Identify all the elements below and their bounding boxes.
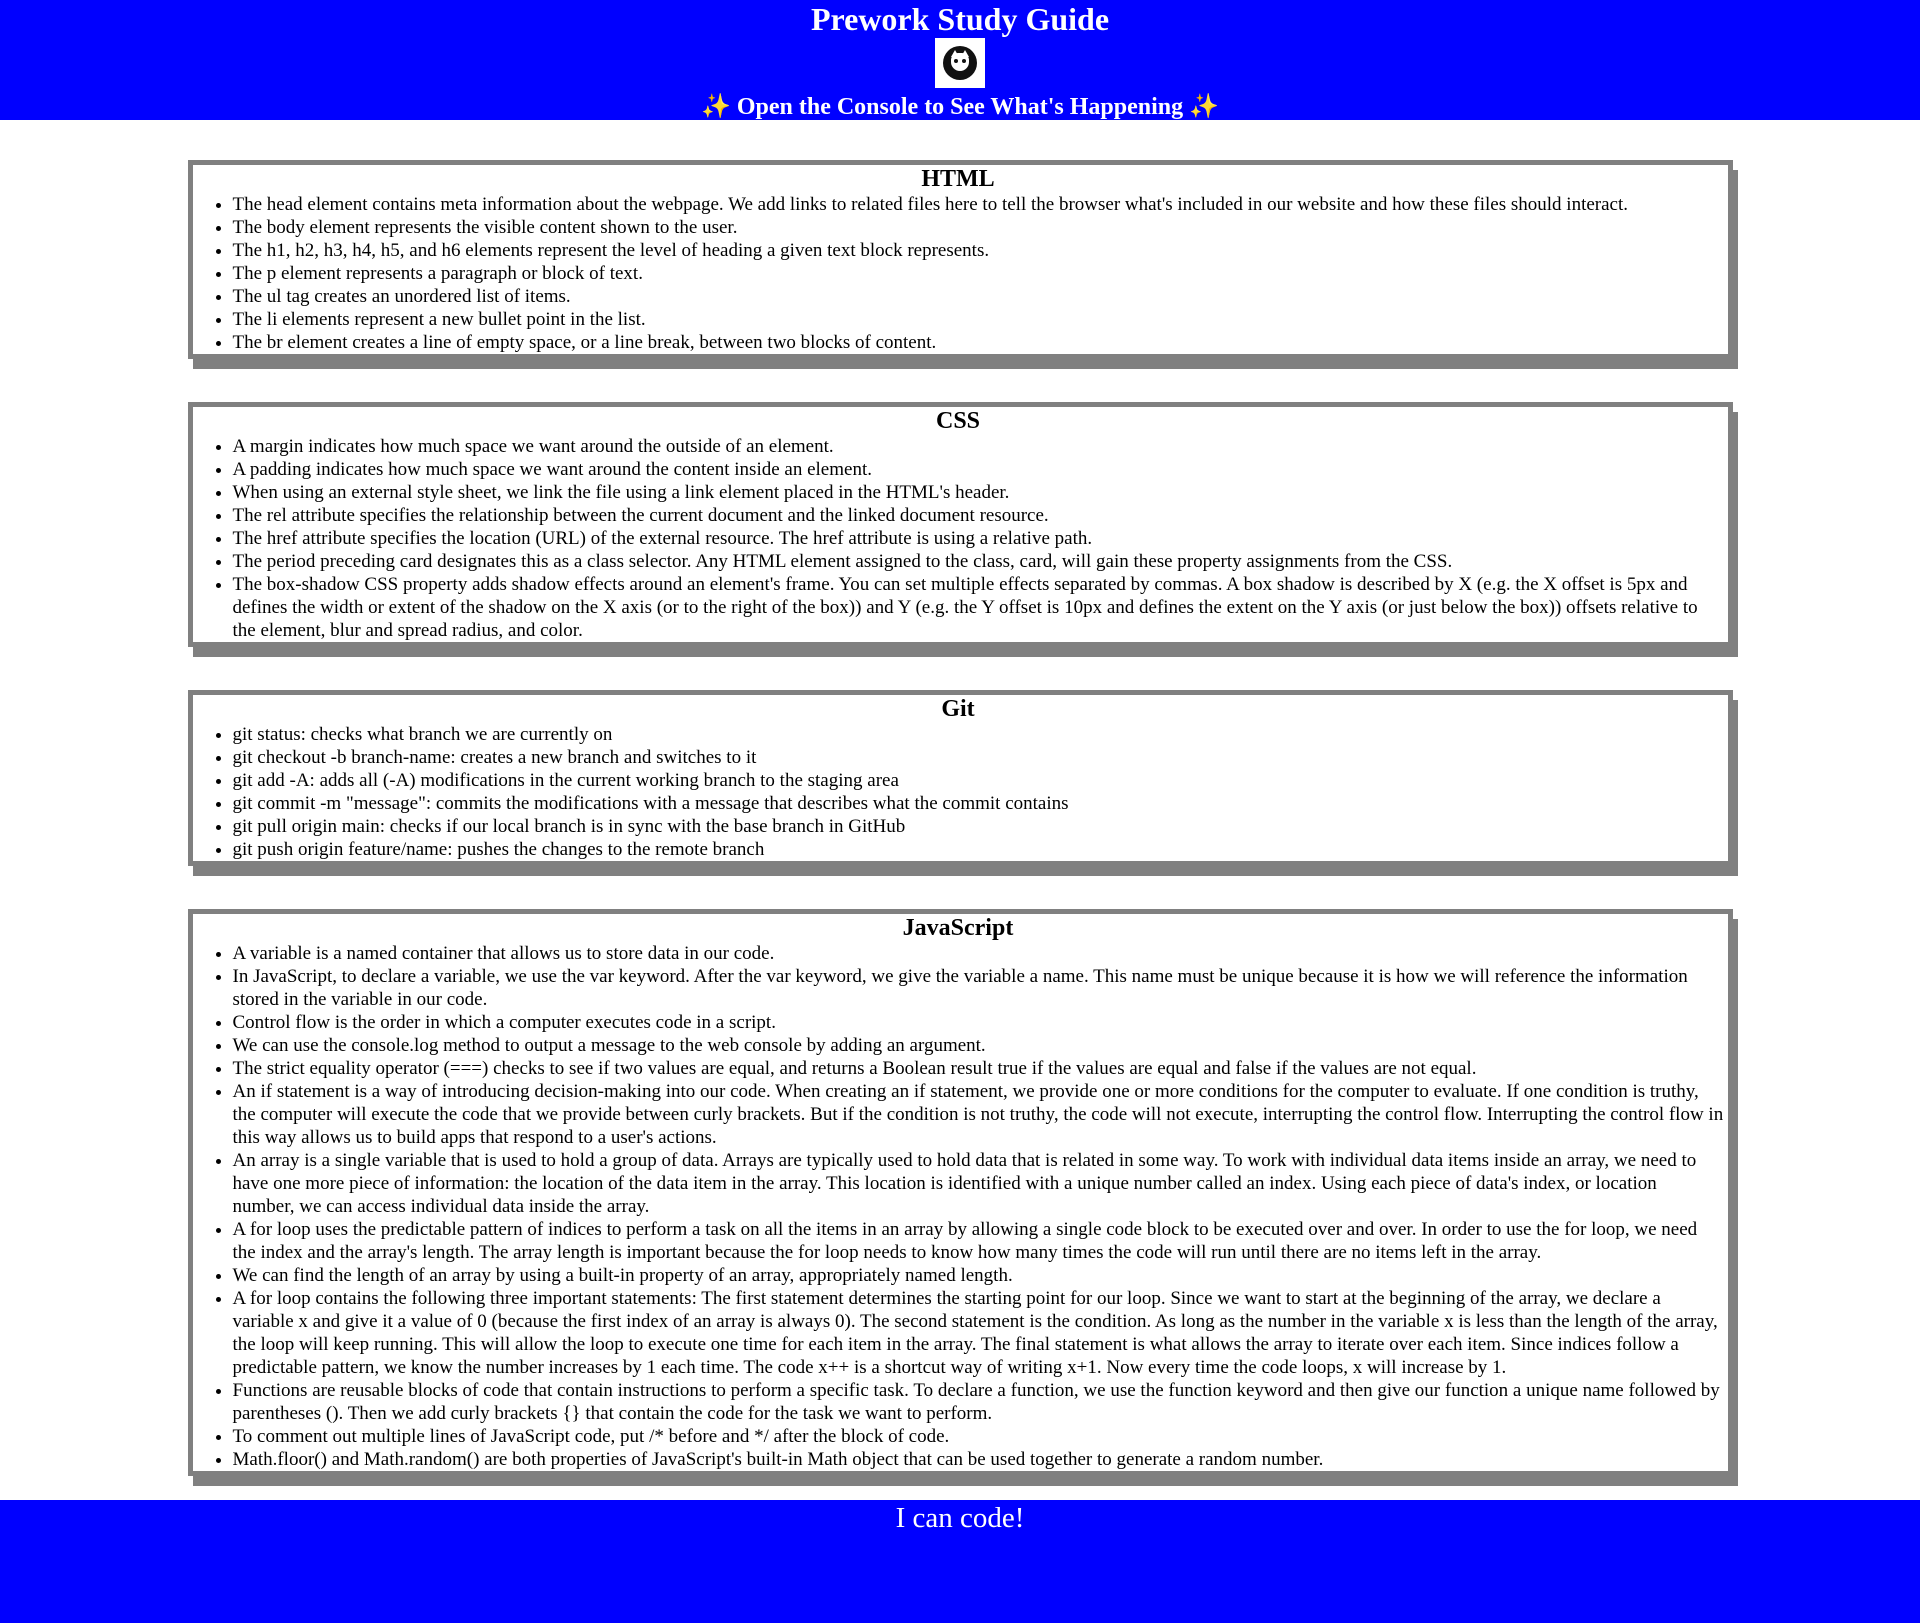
list-item: • The period preceding card designates this as a class selector. Any HTML element assigned to the class, card, will gain these property assignments from the CSS. bbox=[233, 550, 1724, 573]
study-guide-main bbox=[0, 120, 1920, 1476]
list-item: • Control flow is the order in which a computer executes code in a script. bbox=[233, 1011, 1724, 1034]
list-item: • git pull origin main: checks if our local branch is in sync with the base branch in GitHub bbox=[233, 815, 1724, 838]
list-item: • In JavaScript, to declare a variable, we use the var keyword. After the var keyword, we give the variable a name. This name must be unique because it is how we will reference the information stored in the variable in our code. bbox=[233, 965, 1724, 1011]
cat-logo-icon bbox=[935, 38, 985, 88]
console-hint-text: Open the Console to See What's Happening bbox=[736, 94, 1184, 120]
page-header bbox=[0, 0, 1920, 120]
list-item: • The head element contains meta information about the webpage. We add links to related files here to tell the browser what's included in our website and how these files should interact. bbox=[233, 193, 1724, 216]
list-item: • The br element creates a line of empty space, or a line break, between two blocks of content. bbox=[233, 331, 1724, 354]
list-item: • To comment out multiple lines of JavaScript code, put /* before and */ after the block of code. bbox=[233, 1425, 1724, 1448]
list-item: • A margin indicates how much space we want around the outside of an element. bbox=[233, 435, 1724, 458]
list-item: • The ul tag creates an unordered list of items. bbox=[233, 285, 1724, 308]
list-item: • A variable is a named container that allows us to store data in our code. bbox=[233, 942, 1724, 965]
card-title: Git bbox=[941, 696, 975, 722]
list-item: • A padding indicates how much space we want around the content inside an element. bbox=[233, 458, 1724, 481]
console-hint bbox=[0, 88, 1920, 122]
card-list bbox=[193, 435, 1724, 642]
card-git bbox=[188, 690, 1733, 866]
card-title: CSS bbox=[935, 408, 981, 434]
list-item: • git checkout -b branch-name: creates a new branch and switches to it bbox=[233, 746, 1724, 769]
list-item: • We can use the console.log method to output a message to the web console by adding an argument. bbox=[233, 1034, 1724, 1057]
list-item: • We can find the length of an array by using a built-in property of an array, appropriately named length. bbox=[233, 1264, 1724, 1287]
list-item: • The rel attribute specifies the relationship between the current document and the linked document resource. bbox=[233, 504, 1724, 527]
list-item: • The h1, h2, h3, h4, h5, and h6 elements represent the level of heading a given text block represents. bbox=[233, 239, 1724, 262]
list-item: • A for loop contains the following three important statements: The first statement determines the starting point for our loop. Since we want to start at the beginning of the array, we declare a variable x and give it a value of 0 (because the first index of an array is always 0). The second statement is the condition. As long as the number in the variable x is less than the length of the array, the loop will keep running. This will allow the loop to execute one time for each item in the array. The final statement is what allows the array to iterate over each item. Since indices follow a predictable pattern, we know the number increases by 1 each time. The code x++ is a shortcut way of writing x+1. Now every time the code loops, x will increase by 1. bbox=[233, 1287, 1724, 1379]
page-footer bbox=[0, 1500, 1920, 1623]
footer-text: I can code! bbox=[895, 1502, 1025, 1534]
card-title: HTML bbox=[921, 166, 995, 192]
list-item: • When using an external style sheet, we link the file using a link element placed in the HTML's header. bbox=[233, 481, 1724, 504]
list-item: • An if statement is a way of introducing decision-making into our code. When creating an if statement, we provide one or more conditions for the computer to evaluate. If one condition is truthy, the computer will execute the code that we provide between curly brackets. But if the condition is not truthy, the code will not execute, interrupting the control flow. Interrupting the control flow in this way allows us to build apps that respond to a user's actions. bbox=[233, 1080, 1724, 1149]
list-item: • git push origin feature/name: pushes the changes to the remote branch bbox=[233, 838, 1724, 861]
card-javascript bbox=[188, 909, 1733, 1476]
list-item: • The href attribute specifies the location (URL) of the external resource. The href attribute is using a relative path. bbox=[233, 527, 1724, 550]
card-list bbox=[193, 193, 1724, 354]
list-item: • git add -A: adds all (-A) modifications in the current working branch to the staging area bbox=[233, 769, 1724, 792]
list-item: • The box-shadow CSS property adds shadow effects around an element's frame. You can set multiple effects separated by commas. A box shadow is described by X (e.g. the X offset is 5px and defines the width or extent of the shadow on the X axis (or to the right of the box)) and Y (e.g. the Y offset is 10px and defines the extent on the Y axis (or just below the box)) offsets relative to the element, blur and spread radius, and color. bbox=[233, 573, 1724, 642]
list-item: • git commit -m "message": commits the modifications with a message that describes what the commit contains bbox=[233, 792, 1724, 815]
page-title: Prework Study Guide bbox=[810, 1, 1110, 37]
card-css bbox=[188, 402, 1733, 647]
card-title: JavaScript bbox=[902, 915, 1014, 941]
list-item: • An array is a single variable that is used to hold a group of data. Arrays are typically used to hold data that is related in some way. To work with individual data items inside an array, we need to have one more piece of information: the location of the data item in the array. This location is identified with a unique number called an index. Using each piece of data's index, or location number, we can access individual data inside the array. bbox=[233, 1149, 1724, 1218]
sparkle-icon-left: ✨ bbox=[700, 94, 731, 120]
card-list bbox=[193, 723, 1724, 861]
card-html bbox=[188, 160, 1733, 359]
list-item: • Functions are reusable blocks of code that contain instructions to perform a specific task. To declare a function, we use the function keyword and then give our function a unique name followed by parentheses (). Then we add curly brackets {} that contain the code for the task we want to perform. bbox=[233, 1379, 1724, 1425]
list-item: • The p element represents a paragraph or block of text. bbox=[233, 262, 1724, 285]
list-item: • The strict equality operator (===) checks to see if two values are equal, and returns a Boolean result true if the values are equal and false if the values are not equal. bbox=[233, 1057, 1724, 1080]
list-item: • A for loop uses the predictable pattern of indices to perform a task on all the items in an array by allowing a single code block to be executed over and over. In order to use the for loop, we need the index and the array's length. The array length is important because the for loop needs to know how many times the code will run until there are no items left in the array. bbox=[233, 1218, 1724, 1264]
list-item: • The body element represents the visible content shown to the user. bbox=[233, 216, 1724, 239]
list-item: • Math.floor() and Math.random() are both properties of JavaScript's built-in Math object that can be used together to generate a random number. bbox=[233, 1448, 1724, 1471]
sparkle-icon-right: ✨ bbox=[1189, 94, 1220, 120]
card-list bbox=[193, 942, 1724, 1471]
list-item: • git status: checks what branch we are currently on bbox=[233, 723, 1724, 746]
list-item: • The li elements represent a new bullet point in the list. bbox=[233, 308, 1724, 331]
